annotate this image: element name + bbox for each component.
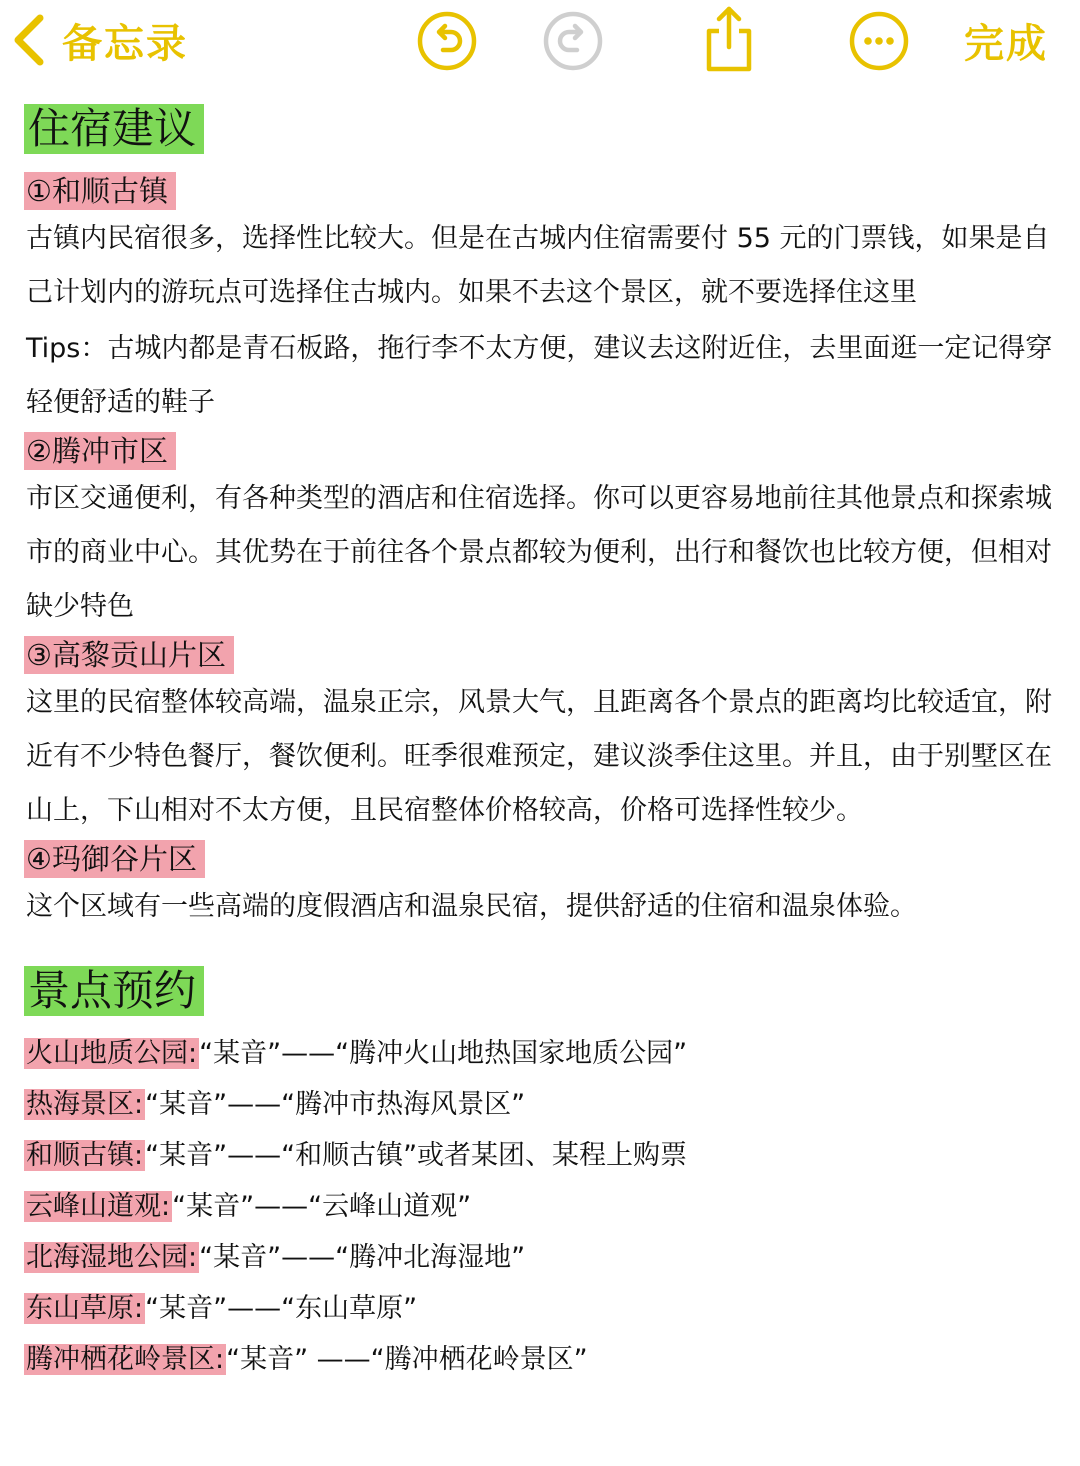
toolbar — [0, 0, 1080, 84]
reservation-label: 火山地质公园: — [26, 1038, 198, 1069]
reservation-row — [24, 1340, 1070, 1380]
entry-title: ②腾冲市区 — [24, 432, 176, 470]
done-button[interactable]: 完成 — [964, 20, 1048, 67]
entry-paragraph: 市区交通便利，有各种类型的酒店和住宿选择。你可以更容易地前往其他景点和探索城市的商业中心。其优势在于前往各个景点都较为便利，出行和餐饮也比较方便，但相对缺少特色 — [26, 483, 1052, 622]
reservation-label: 北海湿地公园: — [26, 1242, 198, 1273]
reservation-row — [24, 1136, 1070, 1176]
back-label: 备忘录 — [62, 20, 188, 67]
lodging-entry — [24, 840, 1070, 934]
reservation-text: “某音”——“腾冲火山地热国家地质公园” — [199, 1038, 688, 1069]
reservation-row — [24, 1034, 1070, 1074]
chevron-left-icon — [10, 14, 46, 66]
reservation-text: “某音”——“腾冲北海湿地” — [199, 1242, 526, 1273]
reservation-row — [24, 1085, 1070, 1125]
lodging-entry — [24, 172, 1070, 430]
undo-button[interactable] — [414, 10, 480, 72]
share-icon — [699, 3, 759, 75]
entry-paragraph: 这里的民宿整体较高端，温泉正宗，风景大气，且距离各个景点的距离均比较适宜，附近有不少特色餐厅，餐饮便利。旺季很难预定，建议淡季住这里。并且，由于别墅区在山上，下山相对不太方便，且民宿整体价格较高，价格可选择性较少。 — [26, 687, 1052, 826]
redo-button[interactable] — [540, 10, 606, 72]
entry-paragraph: 这个区域有一些高端的度假酒店和温泉民宿，提供舒适的住宿和温泉体验。 — [26, 891, 917, 922]
reservation-text: “某音”——“腾冲市热海风景区” — [145, 1089, 526, 1120]
more-button[interactable] — [846, 10, 912, 72]
section-title-reservations: 景点预约 — [24, 966, 204, 1016]
note-body[interactable] — [24, 104, 1070, 1391]
entry-title: ④玛御谷片区 — [24, 840, 205, 878]
undo-icon — [416, 10, 478, 72]
reservation-row — [24, 1187, 1070, 1227]
redo-icon — [542, 10, 604, 72]
back-button[interactable] — [10, 10, 188, 70]
reservation-text: “某音”——“云峰山道观” — [172, 1191, 472, 1222]
reservation-label: 热海景区: — [26, 1089, 144, 1120]
reservation-row — [24, 1238, 1070, 1278]
entry-tips: Tips：古城内都是青石板路，拖行李不太方便，建议去这附近住，去里面逛一定记得穿轻便舒适的鞋子 — [26, 333, 1053, 418]
reservation-text: “某音”——“东山草原” — [145, 1293, 418, 1324]
section-title-lodging: 住宿建议 — [24, 104, 204, 154]
lodging-entry — [24, 636, 1070, 838]
reservation-row — [24, 1289, 1070, 1329]
lodging-entry — [24, 432, 1070, 634]
reservation-label: 东山草原: — [26, 1293, 144, 1324]
entry-paragraph: 古镇内民宿很多，选择性比较大。但是在古城内住宿需要付 55 元的门票钱，如果是自己计划内的游玩点可选择住古城内。如果不去这个景区，就不要选择住这里 — [26, 223, 1050, 308]
reservation-text: “某音” ——“腾冲栖花岭景区” — [226, 1344, 588, 1375]
section-spacer — [24, 936, 1070, 966]
entry-title: ①和顺古镇 — [24, 172, 176, 210]
entry-title: ③高黎贡山片区 — [24, 636, 234, 674]
reservation-label: 腾冲栖花岭景区: — [26, 1344, 225, 1375]
share-button[interactable] — [696, 2, 762, 76]
reservation-text: “某音”——“和顺古镇”或者某团、某程上购票 — [145, 1140, 688, 1171]
reservation-label: 云峰山道观: — [26, 1191, 171, 1222]
reservation-label: 和顺古镇: — [26, 1140, 144, 1171]
more-icon — [848, 10, 910, 72]
